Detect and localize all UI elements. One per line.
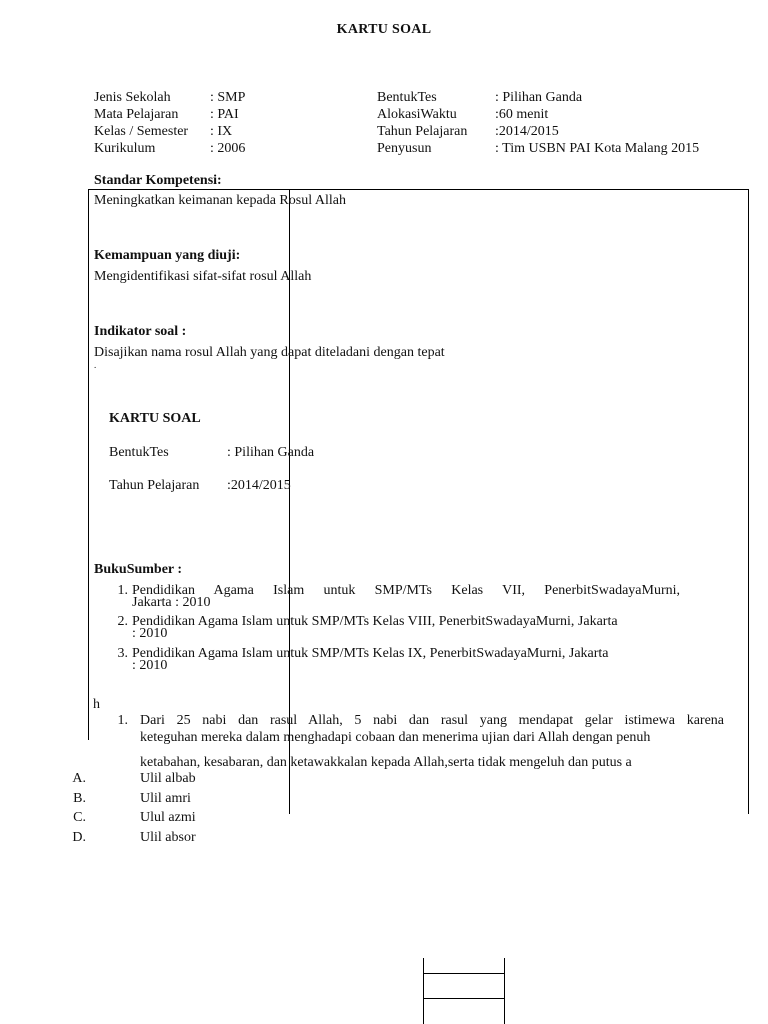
table-left-border — [88, 189, 89, 740]
jenis-sekolah-value: : SMP — [210, 90, 246, 105]
buku-item-line2: Jakarta : 2010 — [132, 595, 211, 610]
buku-item-line1: Pendidikan Agama Islam untuk SMP/MTs Kelas IX, PenerbitSwadayaMurni, Jakarta — [132, 646, 609, 661]
option-letter: A. — [72, 771, 86, 786]
inner-card-title: KARTU SOAL — [109, 411, 201, 426]
standar-heading: Standar Kompetensi: — [94, 173, 222, 188]
inner-tahun-label: Tahun Pelajaran — [109, 478, 200, 493]
mata-pelajaran-value: : PAI — [210, 107, 239, 122]
buku-item — [108, 616, 688, 642]
kelas-semester-label: Kelas / Semester — [94, 124, 189, 139]
kemampuan-heading: Kemampuan yang diuji: — [94, 248, 241, 263]
alokasi-waktu-label: AlokasiWaktu — [377, 107, 457, 122]
table-top-border — [88, 189, 749, 190]
buku-item — [108, 648, 688, 674]
tahun-pelajaran-value: :2014/2015 — [495, 124, 559, 139]
buku-item — [108, 585, 688, 611]
page-title: KARTU SOAL — [336, 22, 432, 37]
option-letter: B. — [73, 791, 86, 806]
penyusun-value: : Tim USBN PAI Kota Malang 2015 — [495, 141, 700, 156]
indikator-dot: . — [94, 360, 97, 370]
option-text: Ulil albab — [140, 771, 196, 786]
kurikulum-label: Kurikulum — [94, 141, 156, 156]
buku-item-line2: : 2010 — [132, 658, 168, 673]
inner-tahun-value: :2014/2015 — [227, 478, 291, 493]
inner-bentuk-value: : Pilihan Ganda — [227, 445, 315, 460]
standar-text: Meningkatkan keimanan kepada Rosul Allah — [94, 193, 346, 208]
buku-item-number: 3. — [117, 646, 128, 661]
mata-pelajaran-label: Mata Pelajaran — [94, 107, 179, 122]
option-text: Ulil absor — [140, 830, 196, 845]
option-letter: D. — [72, 830, 86, 845]
buku-item-number: 2. — [117, 614, 128, 629]
indikator-heading: Indikator soal : — [94, 324, 187, 339]
indikator-text: Disajikan nama rosul Allah yang dapat diteladani dengan tepat — [94, 345, 445, 360]
kemampuan-text: Mengidentifikasi sifat-sifat rosul Allah — [94, 269, 312, 284]
kelas-semester-value: : IX — [210, 124, 233, 139]
alokasi-waktu-value: :60 menit — [495, 107, 549, 122]
buku-heading: BukuSumber : — [94, 562, 183, 577]
buku-item-line1: Pendidikan Agama Islam untuk SMP/MTs Kelas VIII, PenerbitSwadayaMurni, Jakarta — [132, 614, 618, 629]
question-line2: keteguhan mereka dalam menghadapi cobaan dan menerima ujian dari Allah dengan penuh — [140, 730, 651, 745]
table-right-border — [748, 189, 749, 814]
bottom-box-rule — [423, 998, 505, 999]
info-left — [94, 89, 246, 157]
jenis-sekolah-label: Jenis Sekolah — [94, 90, 171, 105]
bentuk-tes-label: BentukTes — [377, 90, 437, 105]
bentuk-tes-value: : Pilihan Ganda — [495, 90, 583, 105]
question-line1: Dari 25 nabi dan rasul Allah, 5 nabi dan rasul yang mendapat gelar istimewa karena — [140, 713, 724, 728]
buku-item-number: 1. — [117, 583, 128, 598]
inner-bentuk-label: BentukTes — [109, 445, 169, 460]
stray-letter: h — [93, 697, 100, 712]
penyusun-label: Penyusun — [377, 141, 432, 156]
kurikulum-value: : 2006 — [210, 141, 246, 156]
question-number: 1. — [117, 713, 128, 728]
buku-item-line1: Pendidikan Agama Islam untuk SMP/MTs Kelas VII, PenerbitSwadayaMurni, — [132, 583, 680, 598]
bottom-box-right — [504, 958, 505, 1024]
option-text: Ulul azmi — [140, 810, 196, 825]
buku-item-line2: : 2010 — [132, 626, 168, 641]
info-right — [377, 89, 700, 157]
question-line3: ketabahan, kesabaran, dan ketawakkalan kepada Allah,serta tidak mengeluh dan putus a — [140, 755, 632, 770]
bottom-box-left — [423, 958, 424, 1024]
bottom-box-rule — [423, 973, 505, 974]
tahun-pelajaran-label: Tahun Pelajaran — [377, 124, 468, 139]
option-text: Ulil amri — [140, 791, 191, 806]
option-letter: C. — [73, 810, 86, 825]
